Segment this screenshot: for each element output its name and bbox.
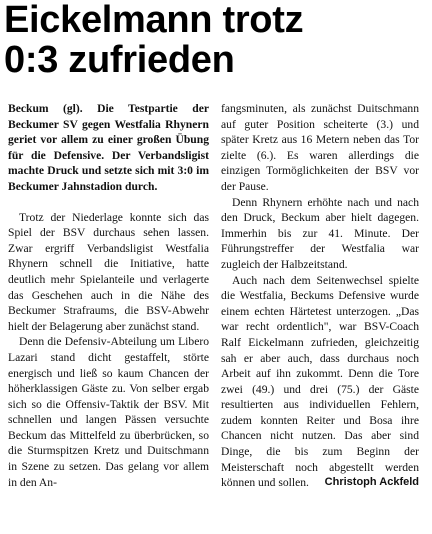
article-column-right (221, 101, 419, 491)
paragraph: Denn die Defensiv-Abteilung um Libero Lazari stand dicht gestaffelt, störte energisch und ließ so kaum Chancen der höherklassigen Gäste zu. Von selber ergab sich so die Offensiv-Taktik der BSV. Mit schnellen und langen Pässen versuchte Beckum das Mittelfeld zu überbrücken, so die Sturmspitzen Kretz und Duitschmann in Szene zu setzen. Das gelang vor allem in den An- (8, 335, 209, 489)
lead-text: (gl). Die Testpartie der Beckumer SV gegen Westfalia Rhynern geriet vor allem zu einer großen Übung für die Defensive. Der Verbandsligist machte Druck und setzte sich mit 3:0 im Beckumer Jahnstadion durch. (8, 102, 209, 193)
headline-line-2: 0:3 zufrieden (4, 39, 235, 81)
paragraph: Trotz der Niederlage konnte sich das Spiel der BSV durchaus sehen lassen. Zwar ergriff Verbandsligist Westfalia Rhynern schnell die Initiative, hatte deutlich mehr Spielanteile und verlagerte das Geschehen auch in die Nähe des Beckumer Strafraums, die BSV-Abwehr hielt der Belagerung aber zunächst stand. (8, 210, 209, 333)
dateline: Beckum (8, 102, 49, 115)
paragraph (221, 273, 419, 491)
article-column-left (8, 101, 209, 490)
article-lead (8, 101, 209, 195)
paragraph-text: Auch nach dem Seitenwechsel spielte die Westfalia, Beckums Defensive wurde einem echten Härtetest unterzogen. „Das war recht ordentlich", war BSV-Coach Ralf Eickelmann zufrieden, gleichzeitig sah er aber auch, dass durchaus noch Arbeit auf ihn zukommt. Denn die Tore zwei (49.) und drei (75.) der Gäste resultierten aus individuellen Fehlern, zudem konnten Reiter und Bosa ihre Chancen nicht nutzen. Das aber sind Dinge, die bis zum Beginn der Meisterschaft noch abgestellt werden können und sollen. (221, 273, 419, 490)
paragraph: fangsminuten, als zunächst Duitschmann auf guter Position scheiterte (3.) und später Kretz aus 16 Metern neben das Tor zielte (6.). Es waren allerdings die einzigen Tormöglichkeiten der BSV vor der Pause. (221, 102, 419, 193)
headline-line-1: Eickelmann trotz (4, 0, 304, 41)
author-byline: Christoph Ackfeld (324, 476, 419, 489)
paragraph: Denn Rhynern erhöhte nach und nach den Druck, Beckum aber hielt dagegen. Immerhin bis zur 41. Minute. Der Führungstreffer der Westfalia war zugleich der Halbzeitstand. (221, 195, 419, 271)
headline (4, 0, 428, 80)
